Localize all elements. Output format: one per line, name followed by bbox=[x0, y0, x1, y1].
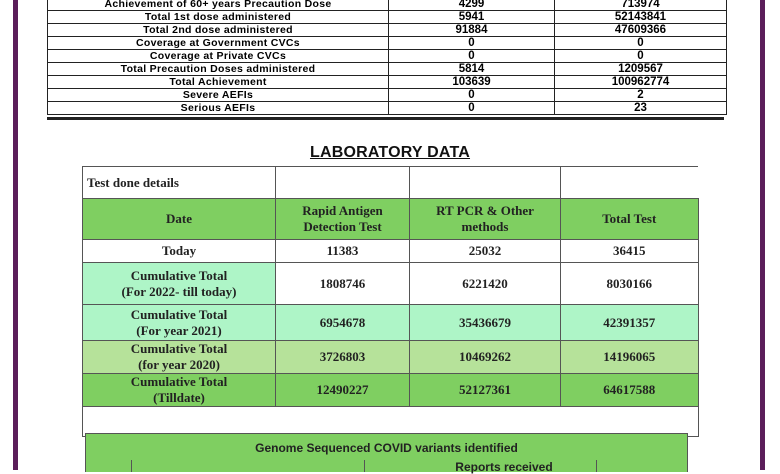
today-value: 4299 bbox=[389, 0, 555, 11]
today-value: 0 bbox=[389, 37, 555, 50]
row-label-line1: Cumulative Total bbox=[130, 374, 228, 389]
row-label bbox=[83, 263, 276, 305]
row-label: Coverage at Private CVCs bbox=[48, 50, 389, 63]
table-row bbox=[48, 11, 727, 24]
empty-cell bbox=[561, 167, 699, 199]
row-label bbox=[83, 305, 276, 341]
header-rt-pcr bbox=[410, 199, 561, 240]
cumulative-value: 1209567 bbox=[555, 63, 727, 76]
table-row bbox=[48, 102, 727, 115]
genome-subheader-row bbox=[85, 460, 688, 472]
rapid-value: 1808746 bbox=[276, 263, 410, 305]
row-label-line2: (Tilldate) bbox=[153, 390, 205, 405]
row-label-line2: (For year 2021) bbox=[136, 322, 222, 338]
genome-column-divider bbox=[364, 460, 365, 472]
header-rapid-line2: Detection Test bbox=[303, 219, 382, 234]
rtpcr-value: 52127361 bbox=[410, 374, 561, 407]
laboratory-table bbox=[82, 166, 699, 437]
total-value: 42391357 bbox=[561, 305, 699, 341]
genome-column-divider bbox=[596, 460, 597, 472]
table-row bbox=[83, 240, 699, 263]
empty-cell bbox=[410, 167, 561, 199]
rapid-value: 6954678 bbox=[276, 305, 410, 341]
row-label-line2: (For 2022- till today) bbox=[121, 283, 237, 299]
cumulative-value: 100962774 bbox=[555, 76, 727, 89]
table-row bbox=[48, 37, 727, 50]
row-label: Today bbox=[83, 240, 276, 263]
row-label: Serious AEFIs bbox=[48, 102, 389, 115]
row-label-line2: (for year 2020) bbox=[138, 357, 220, 372]
rapid-value: 12490227 bbox=[276, 374, 410, 407]
rtpcr-value: 35436679 bbox=[410, 305, 561, 341]
rtpcr-value: 6221420 bbox=[410, 263, 561, 305]
table-row bbox=[48, 63, 727, 76]
header-rapid-line1: Rapid Antigen bbox=[302, 203, 383, 218]
cumulative-value: 0 bbox=[555, 50, 727, 63]
header-rtpcr-line2: methods bbox=[461, 219, 509, 234]
cumulative-value: 0 bbox=[555, 37, 727, 50]
table-row bbox=[83, 374, 699, 407]
page-frame-left bbox=[13, 0, 18, 470]
laboratory-data-title: LABORATORY DATA bbox=[309, 144, 471, 161]
header-rapid-antigen bbox=[276, 199, 410, 240]
today-value: 0 bbox=[389, 50, 555, 63]
today-value: 5941 bbox=[389, 11, 555, 24]
rtpcr-value: 10469262 bbox=[410, 341, 561, 374]
cumulative-value: 52143841 bbox=[555, 11, 727, 24]
table-row bbox=[48, 89, 727, 102]
table-row bbox=[83, 263, 699, 305]
table-row bbox=[48, 76, 727, 89]
cumulative-value: 23 bbox=[555, 102, 727, 115]
vaccination-table bbox=[47, 0, 727, 115]
rtpcr-value: 25032 bbox=[410, 240, 561, 263]
rapid-value: 11383 bbox=[276, 240, 410, 263]
row-label-line1: Cumulative Total bbox=[130, 267, 228, 283]
total-value: 8030166 bbox=[561, 263, 699, 305]
row-label bbox=[83, 374, 276, 407]
header-rtpcr-line1: RT PCR & Other bbox=[436, 203, 534, 218]
page-frame-right bbox=[760, 0, 765, 470]
table-row bbox=[48, 24, 727, 37]
total-value: 36415 bbox=[561, 240, 699, 263]
cumulative-value: 713974 bbox=[555, 0, 727, 11]
row-label: Total 1st dose administered bbox=[48, 11, 389, 24]
row-label-line1: Cumulative Total bbox=[130, 306, 228, 322]
table-row bbox=[83, 305, 699, 341]
row-label: Achievement of 60+ years Precaution Dose bbox=[48, 0, 389, 11]
today-value: 0 bbox=[389, 102, 555, 115]
row-label: Coverage at Government CVCs bbox=[48, 37, 389, 50]
row-label: Total 2nd dose administered bbox=[48, 24, 389, 37]
empty-cell bbox=[83, 407, 699, 437]
row-label-line1: Cumulative Total bbox=[130, 341, 228, 356]
total-value: 64617588 bbox=[561, 374, 699, 407]
table-row bbox=[83, 341, 699, 374]
table-header-row bbox=[83, 199, 699, 240]
rapid-value: 3726803 bbox=[276, 341, 410, 374]
test-done-details-label: Test done details bbox=[83, 167, 276, 199]
today-value: 5814 bbox=[389, 63, 555, 76]
row-label: Severe AEFIs bbox=[48, 89, 389, 102]
cumulative-value: 2 bbox=[555, 89, 727, 102]
header-date: Date bbox=[83, 199, 276, 240]
genome-column-divider bbox=[131, 460, 132, 472]
table-title-row bbox=[83, 167, 699, 199]
table-row bbox=[48, 0, 727, 11]
total-value: 14196065 bbox=[561, 341, 699, 374]
vaccination-table-bottom-border bbox=[47, 117, 724, 120]
cumulative-value: 47609366 bbox=[555, 24, 727, 37]
row-label: Total Precaution Doses administered bbox=[48, 63, 389, 76]
row-label: Total Achievement bbox=[48, 76, 389, 89]
empty-cell bbox=[276, 167, 410, 199]
today-value: 103639 bbox=[389, 76, 555, 89]
empty-row bbox=[83, 407, 699, 437]
header-total-test: Total Test bbox=[561, 199, 699, 240]
today-value: 91884 bbox=[389, 24, 555, 37]
genome-section-title: Genome Sequenced COVID variants identified bbox=[85, 433, 688, 461]
table-row bbox=[48, 50, 727, 63]
reports-received-label: Reports received bbox=[455, 460, 553, 474]
row-label bbox=[83, 341, 276, 374]
today-value: 0 bbox=[389, 89, 555, 102]
